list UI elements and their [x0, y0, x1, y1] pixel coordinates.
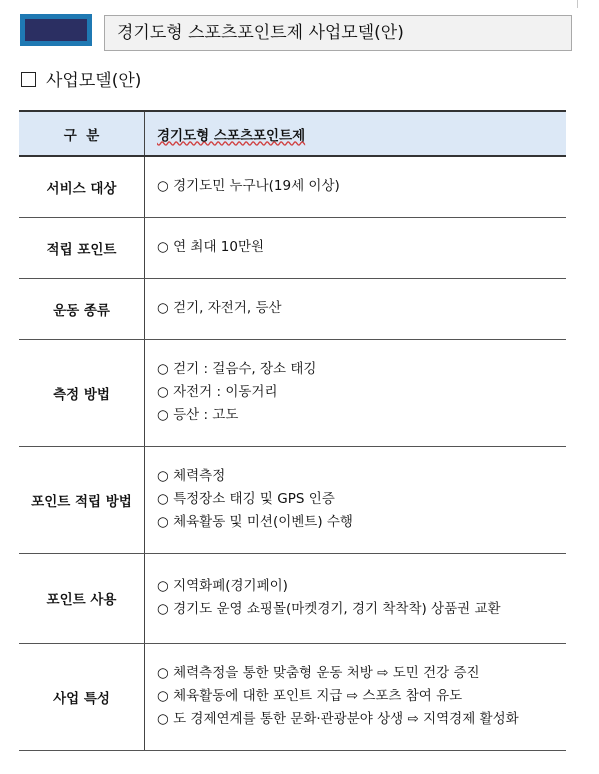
table-row: [19, 217, 566, 278]
list-item: ○ 특정장소 태깅 및 GPS 인증: [157, 491, 335, 507]
list-item: ○ 체육활동에 대한 포인트 지급 ⇨ 스포츠 참여 유도: [157, 688, 463, 704]
row-label-usage: 포인트 사용: [19, 553, 145, 643]
header-value-text: 경기도형 스포츠포인트제: [157, 127, 306, 144]
row-label-characteristics: 사업 특성: [19, 643, 145, 750]
table-header-row: [19, 111, 566, 156]
row-label-measurement: 측정 방법: [19, 339, 145, 446]
row-value-cell: [145, 643, 567, 750]
list-item: ○ 연 최대 10만원: [157, 239, 265, 255]
row-value-cell: [145, 217, 567, 278]
section-title: 사업모델(안): [46, 71, 142, 91]
list-item: ○ 걷기 : 걸음수, 장소 태깅: [157, 361, 317, 377]
list-item: ○ 자전거 : 이동거리: [157, 384, 278, 400]
section-heading: [21, 66, 141, 91]
row-value-cell: [145, 278, 567, 339]
row-value-cell: [145, 553, 567, 643]
page-edge-mark: [577, 0, 578, 8]
row-value-cell: [145, 446, 567, 553]
document-title: 경기도형 스포츠포인트제 사업모델(안): [104, 15, 572, 51]
row-label-exercise-type: 운동 종류: [19, 278, 145, 339]
row-label-points: 적립 포인트: [19, 217, 145, 278]
table-row: [19, 643, 566, 750]
checkbox-square-icon: [21, 72, 36, 87]
row-value-cell: [145, 339, 567, 446]
list-item: ○ 체력측정을 통한 맞춤형 운동 처방 ⇨ 도민 건강 증진: [157, 665, 480, 681]
list-item: ○ 경기도 운영 쇼핑몰(마켓경기, 경기 착착착) 상품권 교환: [157, 601, 501, 617]
list-item: ○ 걷기, 자전거, 등산: [157, 300, 282, 316]
table-row: [19, 446, 566, 553]
document-header: [20, 14, 574, 54]
header-color-block: [20, 14, 92, 46]
header-value-cell: [145, 111, 567, 156]
table-row: [19, 278, 566, 339]
list-item: ○ 등산 : 고도: [157, 407, 239, 423]
list-item: ○ 체육활동 및 미션(이벤트) 수행: [157, 514, 353, 530]
list-item: ○ 체력측정: [157, 468, 226, 484]
row-label-service-target: 서비스 대상: [19, 156, 145, 217]
row-value-cell: [145, 156, 567, 217]
header-label-cell: 구 분: [19, 111, 145, 156]
list-item: ○ 지역화폐(경기페이): [157, 578, 288, 594]
list-item: ○ 도 경제연계를 통한 문화·관광분야 상생 ⇨ 지역경제 활성화: [157, 711, 519, 727]
list-item: ○ 경기도민 누구나(19세 이상): [157, 178, 340, 195]
table-row: [19, 553, 566, 643]
business-model-table: [19, 110, 566, 751]
row-label-earning-method: 포인트 적립 방법: [19, 446, 145, 553]
table-row: [19, 156, 566, 217]
table-row: [19, 339, 566, 446]
